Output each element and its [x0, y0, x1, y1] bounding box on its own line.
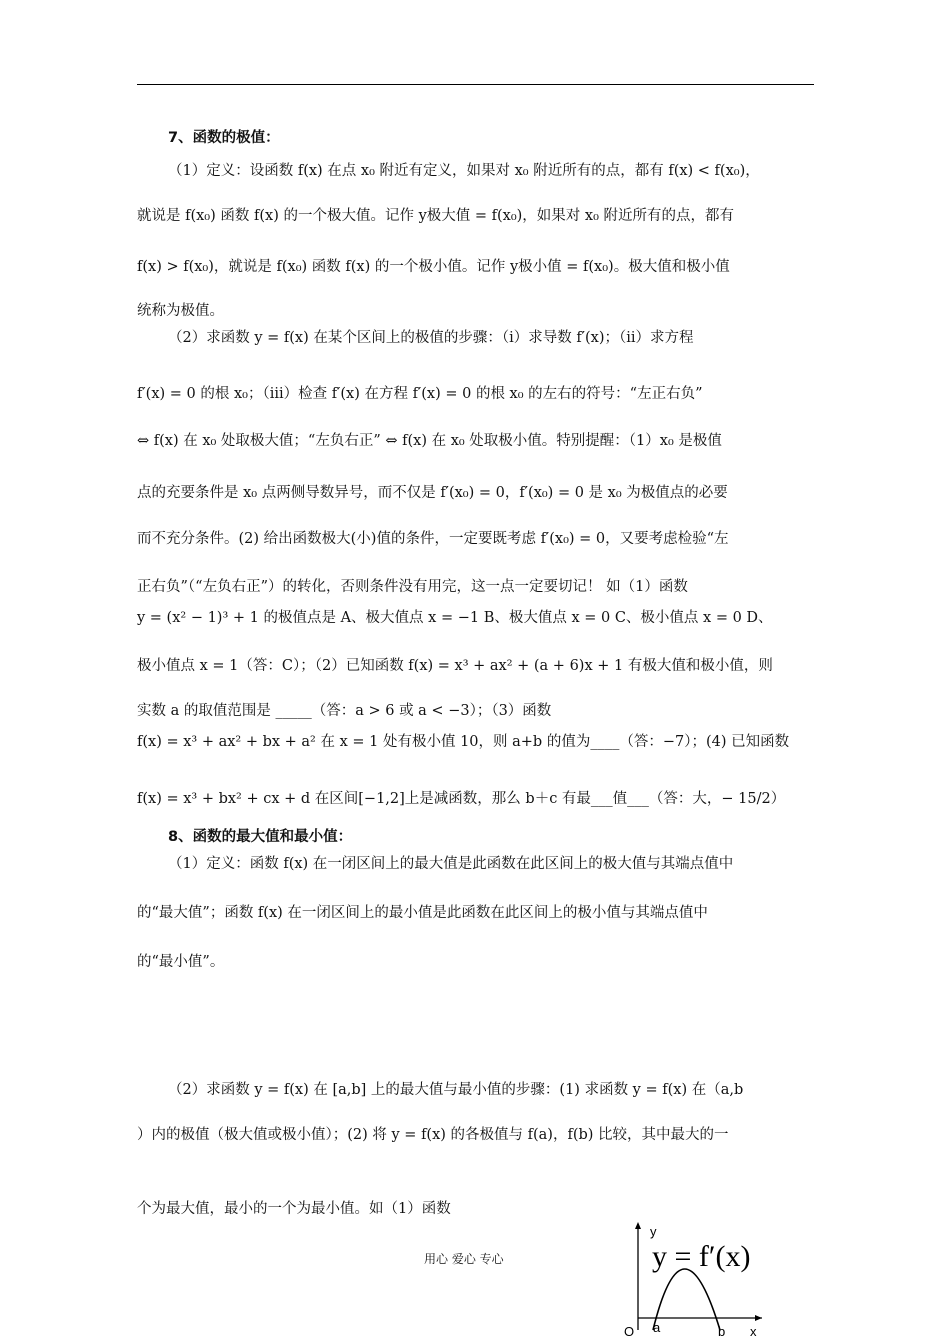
paragraph-line: 的“最小值”。 [137, 954, 225, 970]
y-label: y [650, 1224, 657, 1239]
section-7-heading: 7、函数的极值： [168, 130, 280, 146]
paragraph-line: 个为最大值，最小的一个为最小值。如（1）函数 [137, 1201, 451, 1217]
section-8-heading: 8、函数的最大值和最小值： [168, 829, 353, 845]
y-axis-arrow [635, 1222, 641, 1229]
paragraph-line: （1）定义：函数 f(x) 在一闭区间上的最大值是此函数在此区间上的极大值与其端点值中 [168, 856, 734, 872]
header-rule [137, 84, 814, 85]
paragraph-line: 统称为极值。 [137, 303, 224, 319]
x-axis-arrow [755, 1315, 762, 1321]
figure-title: y = f′(x) [652, 1240, 751, 1273]
paragraph-line: ⇔ f(x) 在 x₀ 处取极大值；“左负右正” ⇔ f(x) 在 x₀ 处取极小值。特别提醒：（1）x₀ 是极值 [137, 433, 722, 449]
paragraph-line: 的“最大值”；函数 f(x) 在一闭区间上的最小值是此函数在此区间上的极小值与其端点值中 [137, 905, 708, 921]
a-label: a [653, 1320, 661, 1335]
paragraph-line: 实数 a 的取值范围是 _____（答：a > 6 或 a < −3）；（3）函数 [137, 703, 552, 719]
paragraph-line: （2）求函数 y = f(x) 在某个区间上的极值的步骤：（i）求导数 f′(x)；（ii）求方程 [168, 330, 694, 346]
paragraph-line: 点的充要条件是 x₀ 点两侧导数异号，而不仅是 f′(x₀) = 0，f′(x₀) = 0 是 x₀ 为极值点的必要 [137, 485, 728, 501]
origin-label: O [624, 1324, 635, 1338]
b-label: b [718, 1324, 726, 1338]
paragraph-line: （1）定义：设函数 f(x) 在点 x₀ 附近有定义，如果对 x₀ 附近所有的点，都有 f(x) < f(x₀)， [168, 163, 760, 179]
derivative-graph [610, 1218, 770, 1338]
paragraph-line: f(x) = x³ + ax² + bx + a² 在 x = 1 处有极小值 10，则 a+b 的值为____（答：−7）；(4) 已知函数 [137, 734, 790, 750]
paragraph-line: ）内的极值（极大值或极小值）；(2) 将 y = f(x) 的各极值与 f(a)，f(b) 比较，其中最大的一 [137, 1127, 729, 1143]
paragraph-line: 正右负”（“左负右正”）的转化，否则条件没有用完，这一点一定要切记！ 如（1）函数 [137, 579, 688, 595]
paragraph-line: （2）求函数 y = f(x) 在 [a,b] 上的最大值与最小值的步骤：(1) 求函数 y = f(x) 在（a,b [168, 1082, 744, 1098]
paragraph-line: 而不充分条件。(2) 给出函数极大(小)值的条件，一定要既考虑 f′(x₀) = 0，又要考虑检验“左 [137, 531, 729, 547]
paragraph-line: y = (x² − 1)³ + 1 的极值点是 A、极大值点 x = −1 B、极大值点 x = 0 C、极小值点 x = 0 D、 [137, 610, 773, 626]
paragraph-line: f′(x) = 0 的根 x₀；（iii）检查 f′(x) 在方程 f′(x) = 0 的根 x₀ 的左右的符号：“左正右负” [137, 386, 703, 402]
paragraph-line: f(x) = x³ + bx² + cx + d 在区间[−1,2]上是减函数，那么 b＋c 有最___值___（答：大，− 15/2） [137, 791, 786, 807]
paragraph-line: f(x) > f(x₀)，就说是 f(x₀) 函数 f(x) 的一个极小值。记作 y极小值 = f(x₀)。极大值和极小值 [137, 259, 730, 275]
page-footer: 用心 爱心 专心 [424, 1252, 504, 1266]
x-label: x [750, 1324, 757, 1338]
paragraph-line: 就说是 f(x₀) 函数 f(x) 的一个极大值。记作 y极大值 = f(x₀)，如果对 x₀ 附近所有的点，都有 [137, 208, 735, 224]
curve [653, 1269, 720, 1330]
paragraph-line: 极小值点 x = 1（答：C）；（2）已知函数 f(x) = x³ + ax² + (a + 6)x + 1 有极大值和极小值，则 [137, 658, 773, 674]
